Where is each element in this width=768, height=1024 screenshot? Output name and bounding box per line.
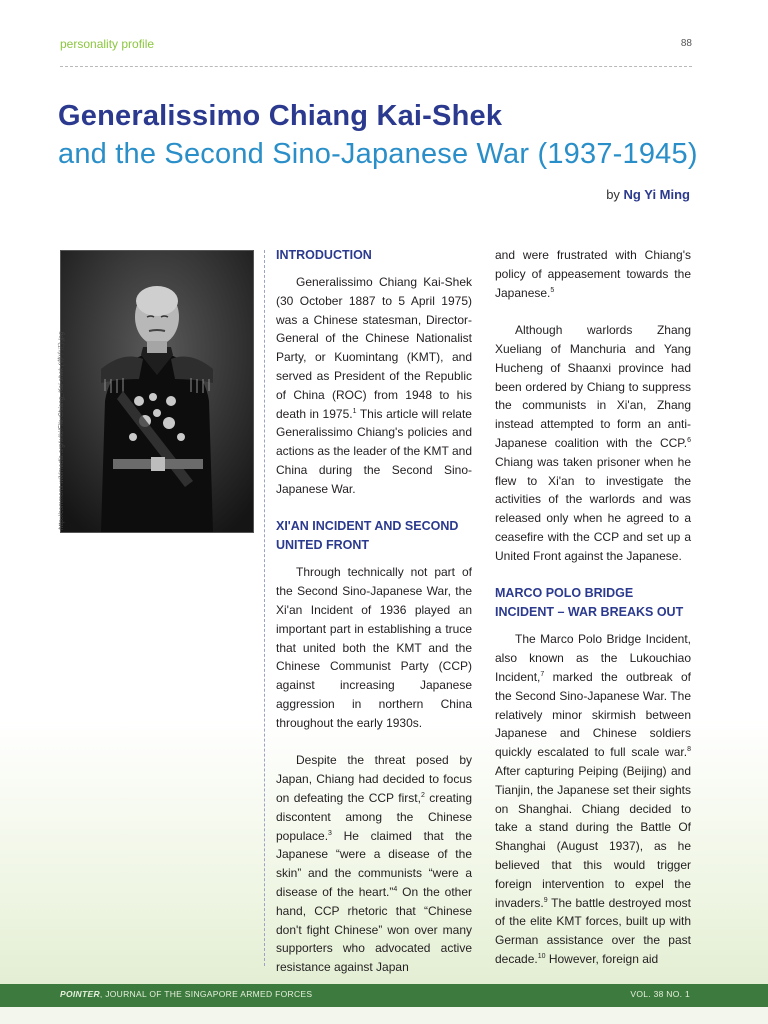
heading-marco-polo: MARCO POLO BRIDGE INCIDENT – WAR BREAKS OUT <box>495 586 684 620</box>
paragraph-continued: and were frustrated with Chiang's policy of appeasement towards the Japanese.$^5$ <box>495 248 691 300</box>
page-number: 88 <box>680 38 692 49</box>
paragraph-intro: Generalissimo Chiang Kai-Shek (30 October 1887 to 5 April 1975) was a Chinese statesman, Director-General of the Chinese Nationalist Party, or Kuomintang (KMT), and served as President of the Republic of China (ROC) from 1948 to his death in 1975.$^1$ This article will relate Generalissimo Chiang's policies and actions as the leader of the KMT and China during the Second Sino-Japanese War. <box>276 275 472 496</box>
volume-number: VOL. 38 NO. 1 <box>630 989 690 999</box>
byline <box>606 187 690 202</box>
bottom-margin <box>0 1007 768 1024</box>
portrait-photo <box>60 250 254 533</box>
section-label: personality profile <box>60 37 155 51</box>
paragraph-warlords: Although warlords Zhang Xueliang of Manchuria and Yang Hucheng of Shaanxi province had been ordered by Chiang to suppress the communists in Xi'an, Zhang instead attempted to form an anti-Japanese coalition with the CCP.$^6$ Chiang was taken prisoner when he flew to Xi'an to investigate the activities of the warlords and was released only when he agreed to a ceasefire with the CCP and set up a United Front against the Japanese. <box>495 323 691 563</box>
heading-xian-incident: XI'AN INCIDENT AND SECOND UNITED FRONT <box>276 519 459 553</box>
author-name: Ng Yi Ming <box>623 187 690 202</box>
photo-credit: http://commons.wikimedia.org/wiki/File:Chiang_Kai-shek (蔣中正).jpg <box>58 331 65 530</box>
heading-introduction: INTRODUCTION <box>276 248 372 262</box>
portrait-illustration <box>61 251 253 532</box>
article-subtitle: and the Second Sino-Japanese War (1937-1945) <box>58 138 698 170</box>
page-footer <box>0 984 768 1007</box>
text-column-left <box>276 246 472 996</box>
header-divider <box>60 66 692 67</box>
paragraph-marco-polo: The Marco Polo Bridge Incident, also known as the Lukouchiao Incident,$^7$ marked the outbreak of the Second Sino-Japanese War. The relatively minor skirmish between Japanese and Chinese soldiers quickly escalated to full scale war.$^8$ After capturing Peiping (Beijing) and Tianjin, the Japanese set their sights on Shanghai. Chiang decided to take a stand during the Battle Of Shanghai (August 1937), as he believed that this would trigger foreign intervention to expel the invaders.$^9$ The battle destroyed most of the elite KMT forces, built up with German assistance over the past decade.$^{10}$ However, foreign aid <box>495 632 691 966</box>
article-title: Generalissimo Chiang Kai-Shek <box>58 100 503 132</box>
text-column-right <box>495 246 691 987</box>
byline-prefix: by <box>606 187 620 202</box>
paragraph-xian: Through technically not part of the Second Sino-Japanese War, the Xi'an Incident of 1936 played an important part in establishing a truce that united both the KMT and the Chinese Communist Party (CCP) against increasing Japanese aggression in northern China throughout the early 1930s. <box>276 565 472 730</box>
column-divider <box>264 250 265 966</box>
paragraph-threat: Despite the threat posed by Japan, Chiang had decided to focus on defeating the CCP first,$^2$ creating discontent among the Chinese populace.$^3$ He claimed that the Japanese “were a disease of the skin” and the communists “were a disease of the heart.”$^4$ On the other hand, CCP rhetoric that “Chinese don't fight Chinese” won over many supporters who advocated active resistance against Japan <box>276 753 472 975</box>
journal-name: POINTER, JOURNAL OF THE SINGAPORE ARMED FORCES <box>60 989 313 999</box>
